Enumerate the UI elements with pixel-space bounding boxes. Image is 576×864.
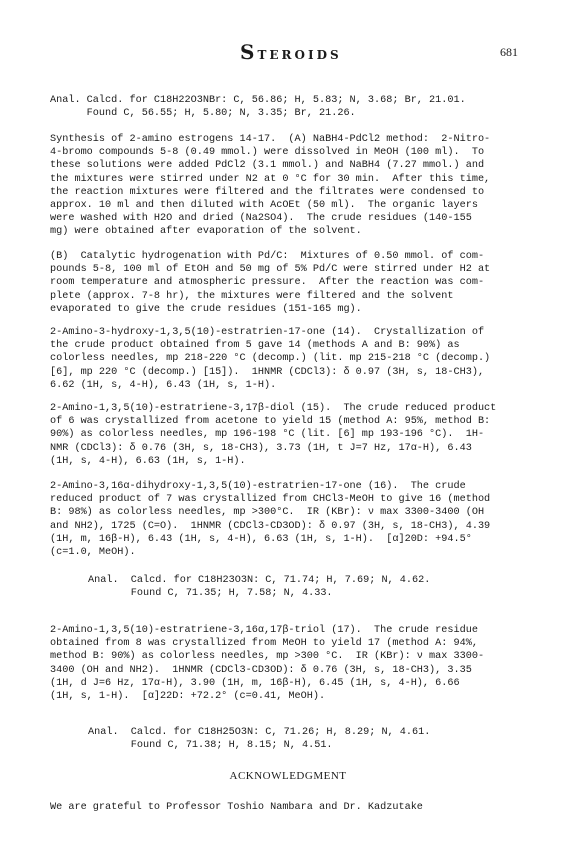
compound-16-paragraph — [50, 480, 528, 559]
compound-17-paragraph — [50, 624, 528, 703]
text-line: Found C, 71.38; H, 8.15; N, 4.51. — [88, 740, 333, 752]
journal-name: TEROIDS — [257, 48, 342, 62]
text-line: Found C, 56.55; H, 5.80; N, 3.35; Br, 21.26. — [50, 108, 356, 120]
text-line: these solutions were added PdCl2 (3.1 mmol.) and NaBH4 (7.27 mmol.) and — [50, 160, 485, 172]
text-line: the crude product obtained from 5 gave 14 (methods A and B: 90%) as — [50, 340, 460, 352]
text-line: [6], mp 220 °C (decomp.) [15]). 1HNMR (CDCl3): δ 0.97 (3H, s, 18-CH3), — [50, 366, 485, 378]
text-line: 2-Amino-1,3,5(10)-estratriene-3,17β-diol (15). The crude reduced product — [50, 403, 497, 414]
text-line: 2-Amino-1,3,5(10)-estratriene-3,16α,17β-triol (17). The crude residue — [50, 625, 478, 636]
text-line: 2-Amino-3-hydroxy-1,3,5(10)-estratrien-17-one (14). Crystallization of — [50, 327, 485, 338]
text-line: (1H, s, 4-H), 6.63 (1H, s, 1-H). — [50, 455, 246, 467]
text-line: 3400 (OH and NH2). 1HNMR (CDCl3-CD3OD): δ 0.76 (3H, s, 18-CH3), 3.35 — [50, 664, 472, 676]
analysis-block-16 — [50, 574, 566, 600]
text-line: evaporated to give the crude residues (151-165 mg). — [50, 303, 362, 315]
text-line: 2-Amino-3,16α-dihydroxy-1,3,5(10)-estratrien-17-one (16). The crude — [50, 481, 466, 492]
synthesis-method-a — [50, 133, 528, 239]
text-line: approx. 10 ml and then diluted with AcOEt (50 ml). The organic layers — [50, 200, 478, 212]
acknowledgment-heading: ACKNOWLEDGMENT — [229, 770, 347, 782]
page-number: 681 — [500, 45, 518, 59]
text-line: of 6 was crystallized from acetone to yield 15 (method A: 95%, method B: — [50, 416, 491, 428]
text-line: (B) Catalytic hydrogenation with Pd/C: Mixtures of 0.50 mmol. of com- — [50, 251, 485, 262]
journal-initial: S — [240, 40, 258, 64]
text-line: (c=1.0, MeOH). — [50, 547, 136, 559]
text-line: room temperature and atmospheric pressure. After the reaction was com- — [50, 277, 485, 289]
text-line: Anal. Calcd. for C18H22O3NBr: C, 56.86; H, 5.83; N, 3.68; Br, 21.01. — [50, 95, 466, 106]
text-line: colorless needles, mp 218-220 °C (decomp.) (lit. mp 215-218 °C (decomp.) — [50, 353, 491, 365]
text-line: the reaction mixtures were filtered and the filtrates were condensed to — [50, 186, 485, 198]
text-line: Found C, 71.35; H, 7.58; N, 4.33. — [88, 588, 333, 600]
text-line: NMR (CDCl3): δ 0.76 (3H, s, 18-CH3), 3.73 (1H, t J=7 Hz, 17α-H), 6.43 — [50, 442, 472, 454]
text-line: plete (approx. 7-8 hr), the mixtures were filtered and the solvent — [50, 290, 454, 302]
synthesis-method-b — [50, 250, 528, 316]
text-line: We are grateful to Professor Toshio Nambara and Dr. Kadzutake — [50, 802, 423, 813]
text-line: 6.62 (1H, s, 4-H), 6.43 (1H, s, 1-H). — [50, 379, 277, 391]
text-line: Synthesis of 2-amino estrogens 14-17. (A) NaBH4-PdCl2 method: 2-Nitro- — [50, 134, 491, 145]
analysis-block-1 — [50, 94, 528, 120]
text-line: (1H, d J=6 Hz, 17α-H), 3.90 (1H, m, 16β-H), 6.45 (1H, s, 4-H), 6.66 — [50, 677, 460, 689]
analysis-block-17 — [50, 726, 566, 752]
text-line: (1H, m, 16β-H), 6.43 (1H, s, 4-H), 6.63 (1H, s, 1-H). [α]20D: +94.5° — [50, 533, 472, 545]
text-line: method B: 90%) as colorless needles, mp >300 °C. IR (KBr): ν max 3300- — [50, 651, 485, 663]
journal-header — [240, 40, 342, 64]
text-line: and NH2), 1725 (C=O). 1HNMR (CDCl3-CD3OD): δ 0.97 (3H, s, 18-CH3), 4.39 — [50, 520, 491, 532]
compound-14-paragraph — [50, 326, 528, 392]
text-line: obtained from 8 was crystallized from MeOH to yield 17 (method A: 94%, — [50, 638, 478, 650]
text-line: 90%) as colorless needles, mp 196-198 °C (lit. [6] mp 193-196 °C). 1H- — [50, 429, 485, 441]
text-line: B: 98%) as colorless needles, mp >300°C. IR (KBr): ν max 3300-3400 (OH — [50, 507, 485, 519]
text-line: Anal. Calcd. for C18H25O3N: C, 71.26; H, 8.29; N, 4.61. — [88, 727, 431, 738]
acknowledgment-text — [50, 801, 528, 814]
text-line: Anal. Calcd. for C18H23O3N: C, 71.74; H, 7.69; N, 4.62. — [88, 575, 431, 586]
text-line: the mixtures were stirred under N2 at 0 °C for 30 min. After this time, — [50, 173, 491, 185]
text-line: were washed with H2O and dried (Na2SO4). The crude residues (140-155 — [50, 213, 472, 225]
compound-15-paragraph — [50, 402, 528, 468]
text-line: 4-bromo compounds 5-8 (0.49 mmol.) were dissolved in MeOH (100 ml). To — [50, 147, 485, 159]
text-line: reduced product of 7 was crystallized from CHCl3-MeOH to give 16 (method — [50, 494, 491, 506]
text-line: mg) were obtained after evaporation of the solvent. — [50, 226, 362, 238]
text-line: (1H, s, 1-H). [α]22D: +72.2° (c=0.41, MeOH). — [50, 691, 326, 703]
text-line: pounds 5-8, 100 ml of EtOH and 50 mg of 5% Pd/C were stirred under H2 at — [50, 264, 491, 276]
